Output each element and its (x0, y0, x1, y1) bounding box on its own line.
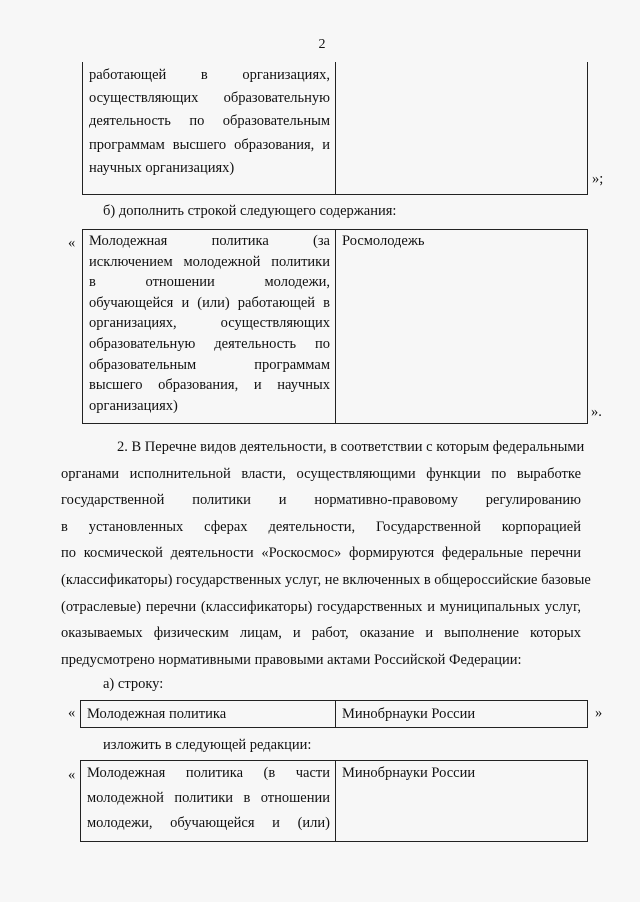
closing-quote: » (595, 705, 603, 721)
table-edited-row-right-cell: Минобрнауки России (342, 765, 476, 781)
text-line: осуществляющих образовательную (89, 90, 330, 107)
table-new-row-right-cell: Росмолодежь (342, 233, 425, 249)
text-line: в отношении молодежи, (89, 274, 330, 291)
table-continuation-left-cell (89, 64, 330, 180)
table-new-row (82, 229, 588, 424)
table-continuation (82, 62, 588, 195)
closing-quote: »; (592, 171, 604, 187)
text-line: молодежи, обучающейся и (или) (87, 815, 330, 831)
text-line: по космической деятельности «Роскосмос» формируются федеральные перечни (61, 545, 581, 562)
text-line: исключением молодежной политики (89, 253, 330, 270)
text-line: предусмотрено нормативными правовыми актами Российской Федерации: (61, 651, 522, 668)
closing-quote: ». (591, 404, 602, 420)
text-line: Молодежная политика (в части (87, 765, 330, 781)
page-number: 2 (318, 37, 326, 52)
table-old-row (80, 700, 588, 728)
item-edit-text: изложить в следующей редакции: (103, 737, 312, 753)
text-line: оказываемых физическим лицам, и работ, оказание и выполнение которых (61, 625, 581, 642)
text-line: работающей в организациях, (89, 67, 330, 83)
item-a-text: а) строку: (103, 676, 164, 692)
text-line: программам высшего образования, и (89, 136, 330, 153)
text-line: организациях, осуществляющих (89, 315, 330, 332)
text-line: высшего образования, и научных (89, 377, 330, 394)
text-line: Молодежная политика (за (89, 233, 330, 249)
table-edited-row (80, 760, 588, 842)
opening-quote: « (68, 767, 76, 783)
text-line: организациях) (89, 397, 178, 414)
text-line: государственной политики и нормативно-правовому регулированию (61, 492, 581, 509)
text-line: деятельность по образовательным (89, 113, 330, 130)
text-line: научных организациях) (89, 159, 235, 176)
opening-quote: « (68, 235, 76, 251)
text-line: в установленных сферах деятельности, Государственной корпорацией (61, 518, 581, 535)
text-line: обучающейся и (или) работающей в (89, 294, 330, 311)
text-line: (классификаторы) государственных услуг, не включенных в общероссийские базовые (61, 571, 591, 588)
table-old-row-right-cell: Минобрнауки России (342, 706, 476, 722)
table-new-row-left-cell (89, 231, 330, 416)
table-edited-row-left-cell (87, 761, 330, 836)
text-line: (отраслевые) перечни (классификаторы) государственных и муниципальных услуг, (61, 598, 581, 615)
item-b-text: б) дополнить строкой следующего содержания: (103, 203, 397, 219)
text-line: образовательным программам (89, 356, 330, 373)
paragraph-2 (61, 434, 591, 673)
table-old-row-left-cell: Молодежная политика (87, 706, 227, 722)
text-line: молодежной политики в отношении (87, 790, 330, 806)
text-line: образовательную деятельность по (89, 335, 330, 352)
opening-quote: « (68, 705, 76, 721)
text-line: органами исполнительной власти, осуществляющими функции по выработке (61, 465, 581, 482)
text-line: 2. В Перечне видов деятельности, в соответствии с которым федеральными (117, 439, 585, 455)
